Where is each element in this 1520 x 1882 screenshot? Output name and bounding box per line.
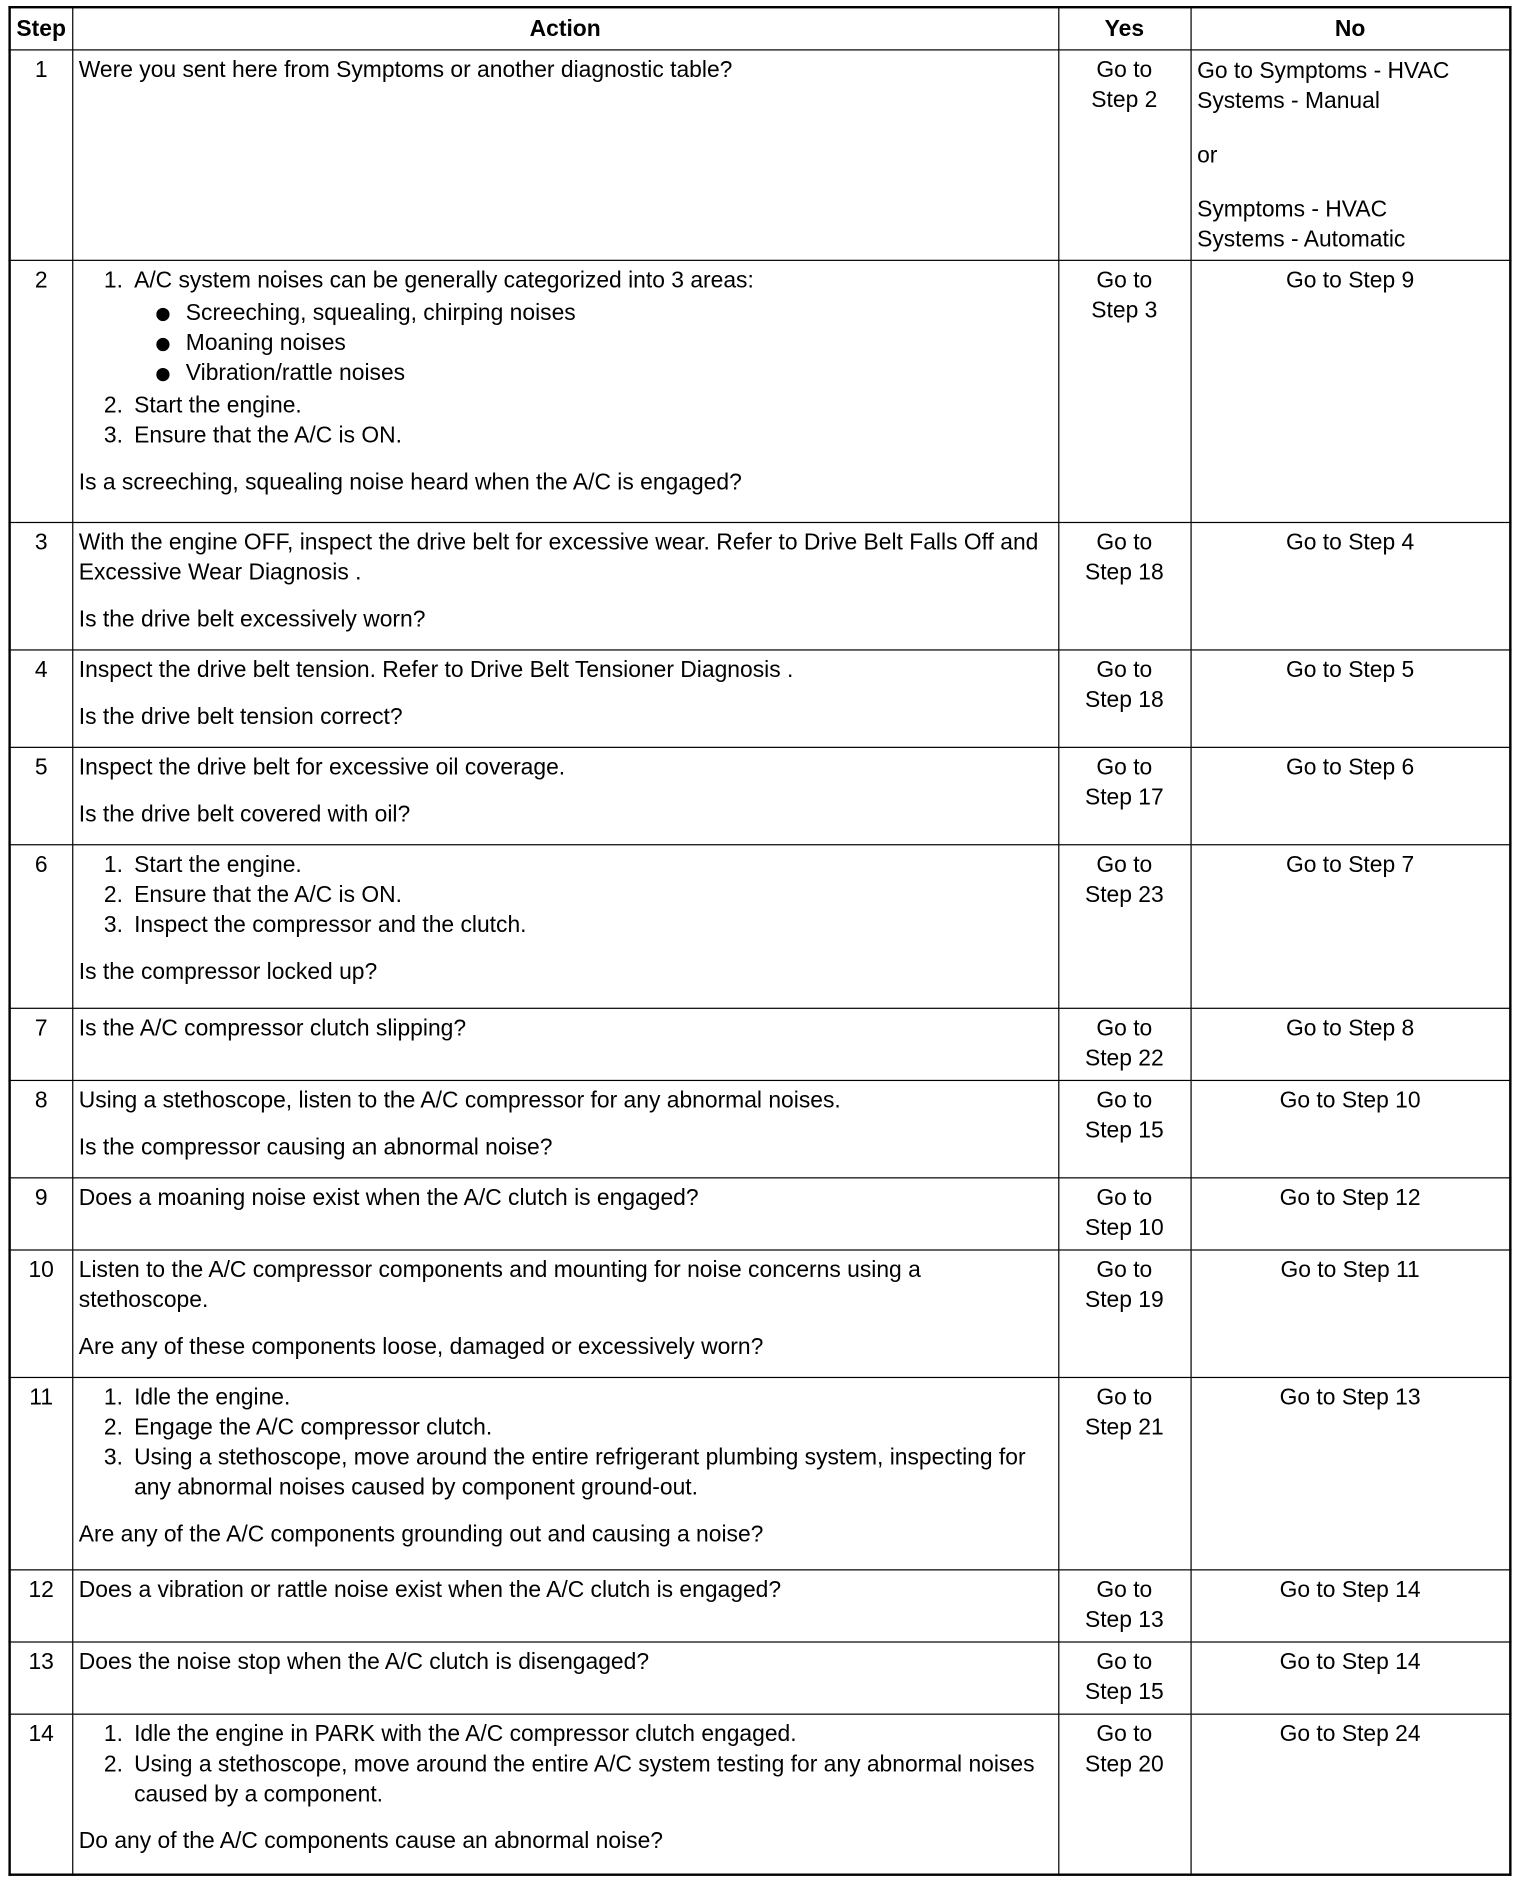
- yes-line: Go to: [1096, 1185, 1153, 1211]
- yes-cell: [1058, 747, 1190, 844]
- action-cell: [72, 747, 1058, 844]
- action-question: Are any of these components loose, damaged or excessively worn?: [78, 1334, 764, 1361]
- action-cell: [72, 845, 1058, 1009]
- step-number: 10: [10, 1250, 73, 1377]
- yes-line: Step 18: [1084, 560, 1164, 586]
- action-list: [79, 1383, 1052, 1503]
- yes-cell: [1058, 1080, 1190, 1177]
- no-line: Go to Symptoms - HVAC: [1197, 58, 1450, 85]
- yes-line: Step 23: [1084, 882, 1164, 908]
- no-line: Symptoms - HVAC: [1197, 197, 1388, 223]
- step-number: 3: [10, 522, 73, 649]
- action-cell: [72, 650, 1058, 747]
- list-item: 2. Using a stethoscope, move around the entire A/C system testing for any abnormal noises caused by a component.: [129, 1750, 1051, 1810]
- yes-line: Step 17: [1084, 785, 1164, 811]
- table-row: [10, 845, 1511, 1009]
- yes-cell: [1058, 1250, 1190, 1377]
- table-row: [10, 1377, 1511, 1569]
- action-list: [79, 850, 1052, 940]
- action-text: Does the noise stop when the A/C clutch is disengaged?: [78, 1649, 650, 1676]
- yes-cell: [1058, 522, 1190, 649]
- yes-line: Go to: [1096, 852, 1153, 878]
- yes-line: Step 3: [1091, 298, 1158, 324]
- bullet-list: [134, 298, 1052, 388]
- yes-line: Step 15: [1084, 1118, 1164, 1144]
- yes-line: Go to: [1096, 1088, 1153, 1114]
- yes-line: Step 22: [1084, 1046, 1164, 1072]
- action-text: Does a moaning noise exist when the A/C clutch is engaged?: [78, 1185, 699, 1211]
- step-number: 11: [10, 1377, 73, 1569]
- action-text: Were you sent here from Symptoms or another diagnostic table?: [78, 57, 733, 83]
- no-cell: Go to Step 13: [1190, 1377, 1510, 1569]
- step-number: 7: [10, 1008, 73, 1080]
- yes-line: Step 18: [1084, 687, 1164, 714]
- yes-cell: [1058, 1178, 1190, 1250]
- list-item: 1. Start the engine.: [129, 850, 1051, 880]
- action-text: Does a vibration or rattle noise exist when the A/C clutch is engaged?: [78, 1577, 782, 1603]
- no-cell: Go to Step 9: [1190, 260, 1510, 522]
- action-question: Is a screeching, squealing noise heard when the A/C is engaged?: [78, 470, 742, 496]
- yes-line: Go to: [1096, 268, 1153, 294]
- no-cell: Go to Step 11: [1190, 1250, 1510, 1377]
- action-cell: [72, 1714, 1058, 1874]
- action-text: Inspect the drive belt for excessive oil coverage.: [78, 755, 566, 781]
- table-row: [10, 1570, 1511, 1642]
- action-cell: [72, 522, 1058, 649]
- step-number: 2: [10, 260, 73, 522]
- step-number: 14: [10, 1714, 73, 1874]
- yes-cell: [1058, 1570, 1190, 1642]
- action-text: With the engine OFF, inspect the drive belt for excessive wear. Refer to Drive Belt Falls Off and Excessive Wear Diagnosis .: [78, 530, 1039, 586]
- bullet-item: Screeching, squealing, chirping noises: [182, 298, 1051, 328]
- list-item: 3. Using a stethoscope, move around the entire refrigerant plumbing system, inspecting for any abnormal noises caused by component ground-out.: [129, 1443, 1051, 1503]
- yes-line: Go to: [1096, 1577, 1153, 1603]
- action-question: Are any of the A/C components grounding out and causing a noise?: [78, 1522, 764, 1548]
- action-question: Do any of the A/C components cause an abnormal noise?: [78, 1829, 664, 1855]
- no-cell: Go to Step 12: [1190, 1178, 1510, 1250]
- table-row: [10, 1008, 1511, 1080]
- action-question: Is the drive belt excessively worn?: [78, 607, 426, 633]
- table-row: [10, 1250, 1511, 1377]
- no-cell: Go to Step 10: [1190, 1080, 1510, 1177]
- list-item-text: A/C system noises can be generally categorized into 3 areas:: [134, 268, 754, 294]
- no-cell: Go to Step 8: [1190, 1008, 1510, 1080]
- table-row: [10, 1080, 1511, 1177]
- action-cell: [72, 1008, 1058, 1080]
- list-item: 2. Engage the A/C compressor clutch.: [129, 1413, 1051, 1443]
- list-item: 3. Inspect the compressor and the clutch.: [129, 910, 1051, 940]
- bullet-item: Moaning noises: [182, 328, 1051, 358]
- action-text: Using a stethoscope, listen to the A/C compressor for any abnormal noises.: [78, 1088, 841, 1114]
- yes-line: Step 19: [1084, 1287, 1164, 1314]
- table-row: [10, 1714, 1511, 1874]
- no-cell: Go to Step 14: [1190, 1570, 1510, 1642]
- action-question: Is the drive belt covered with oil?: [78, 802, 411, 828]
- table-row: [10, 522, 1511, 649]
- action-list: [79, 266, 1052, 451]
- table-row: [10, 260, 1511, 522]
- list-item: 1. Idle the engine in PARK with the A/C compressor clutch engaged.: [129, 1720, 1051, 1750]
- header-row: [10, 7, 1511, 50]
- yes-line: Go to: [1096, 1721, 1153, 1748]
- yes-cell: [1058, 1642, 1190, 1714]
- action-cell: [72, 50, 1058, 260]
- yes-line: Step 15: [1084, 1679, 1164, 1706]
- step-number: 4: [10, 650, 73, 747]
- yes-line: Go to: [1096, 1257, 1153, 1284]
- yes-line: Go to: [1096, 1016, 1153, 1042]
- list-item: 3. Ensure that the A/C is ON.: [129, 421, 1051, 451]
- step-number: 6: [10, 845, 73, 1009]
- no-cell: Go to Step 4: [1190, 522, 1510, 649]
- bullet-item: Vibration/rattle noises: [182, 358, 1051, 388]
- action-list: [79, 1720, 1052, 1810]
- yes-line: Step 20: [1084, 1752, 1164, 1778]
- list-item: 2. Start the engine.: [129, 391, 1051, 421]
- step-number: 9: [10, 1178, 73, 1250]
- action-text: Listen to the A/C compressor components and mounting for noise concerns using a stethoscope.: [78, 1257, 921, 1314]
- action-cell: [72, 1642, 1058, 1714]
- list-item: 1. Idle the engine.: [129, 1383, 1051, 1413]
- table-row: [10, 1642, 1511, 1714]
- yes-cell: [1058, 650, 1190, 747]
- diagnostic-table: [8, 6, 1511, 1875]
- action-cell: [72, 260, 1058, 522]
- no-line: Systems - Automatic: [1197, 227, 1406, 253]
- header-step: Step: [10, 7, 73, 50]
- action-question: Is the compressor locked up?: [78, 959, 378, 985]
- header-yes: Yes: [1058, 7, 1190, 50]
- yes-line: Go to: [1096, 530, 1153, 556]
- yes-line: Step 21: [1084, 1415, 1164, 1441]
- no-line: Systems - Manual: [1197, 88, 1380, 115]
- yes-cell: [1058, 1377, 1190, 1569]
- yes-line: Go to: [1096, 1649, 1153, 1676]
- yes-cell: [1058, 50, 1190, 260]
- action-text: Inspect the drive belt tension. Refer to Drive Belt Tensioner Diagnosis .: [78, 657, 794, 684]
- table-row: [10, 50, 1511, 260]
- step-number: 5: [10, 747, 73, 844]
- list-item: [129, 266, 1051, 389]
- action-cell: [72, 1570, 1058, 1642]
- yes-line: Step 10: [1084, 1215, 1164, 1241]
- yes-cell: [1058, 1714, 1190, 1874]
- no-cell: Go to Step 14: [1190, 1642, 1510, 1714]
- yes-line: Go to: [1096, 657, 1153, 684]
- no-cell: [1190, 50, 1510, 260]
- action-cell: [72, 1377, 1058, 1569]
- header-action: Action: [72, 7, 1058, 50]
- table-row: [10, 650, 1511, 747]
- action-cell: [72, 1178, 1058, 1250]
- action-text: Is the A/C compressor clutch slipping?: [78, 1016, 467, 1042]
- yes-line: Step 13: [1084, 1607, 1164, 1633]
- step-number: 8: [10, 1080, 73, 1177]
- table-row: [10, 747, 1511, 844]
- yes-line: Step 2: [1091, 87, 1158, 114]
- no-line: or: [1197, 143, 1218, 169]
- action-cell: [72, 1250, 1058, 1377]
- action-question: Is the compressor causing an abnormal noise?: [78, 1135, 553, 1161]
- yes-cell: [1058, 845, 1190, 1009]
- yes-line: Go to: [1096, 755, 1153, 781]
- yes-cell: [1058, 1008, 1190, 1080]
- no-cell: Go to Step 6: [1190, 747, 1510, 844]
- yes-line: Go to: [1096, 1385, 1153, 1411]
- action-question: Is the drive belt tension correct?: [78, 704, 403, 730]
- action-cell: [72, 1080, 1058, 1177]
- table-row: [10, 1178, 1511, 1250]
- list-item: 2. Ensure that the A/C is ON.: [129, 880, 1051, 910]
- yes-cell: [1058, 260, 1190, 522]
- no-cell: Go to Step 5: [1190, 650, 1510, 747]
- no-cell: Go to Step 24: [1190, 1714, 1510, 1874]
- header-no: No: [1190, 7, 1510, 50]
- yes-line: Go to: [1096, 57, 1153, 83]
- step-number: 12: [10, 1570, 73, 1642]
- step-number: 1: [10, 50, 73, 260]
- no-cell: Go to Step 7: [1190, 845, 1510, 1009]
- step-number: 13: [10, 1642, 73, 1714]
